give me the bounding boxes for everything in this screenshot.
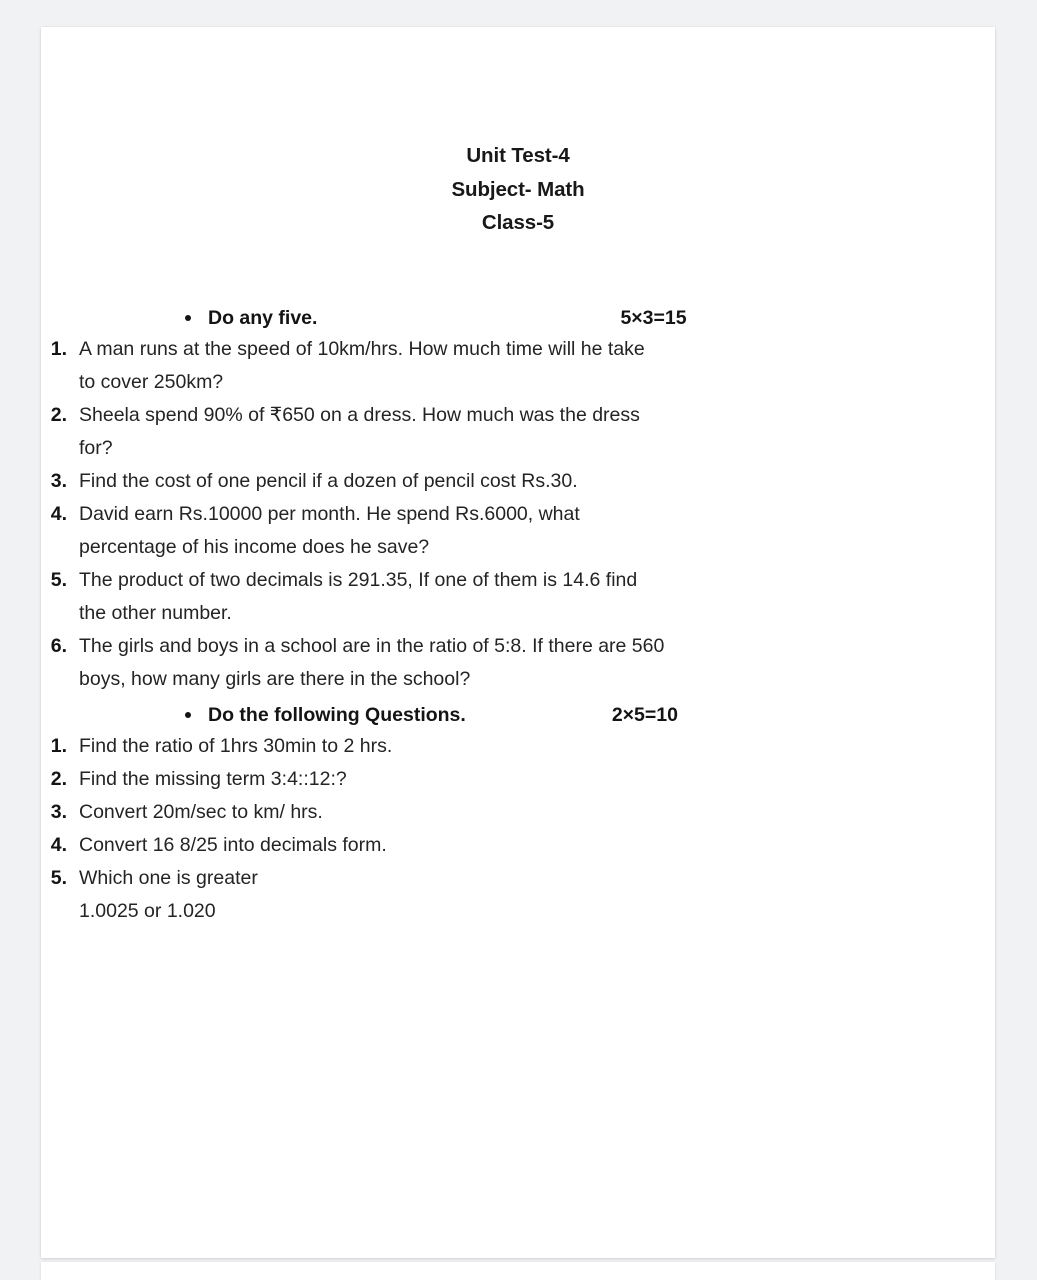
question-item	[41, 862, 641, 928]
question-item	[41, 796, 641, 829]
page-content	[41, 27, 995, 928]
question-number: 4.	[50, 833, 67, 856]
section-title: Do the following Questions.	[208, 703, 466, 726]
question-text: Sheela spend 90% of ₹650 on a dress. How much was the dress for?	[79, 403, 640, 459]
heading-line-class: Class-5	[481, 211, 555, 234]
question-text: The product of two decimals is 291.35, If one of them is 14.6 find the other number.	[79, 568, 638, 624]
question-number: 5.	[50, 568, 67, 591]
section-header	[41, 700, 995, 730]
question-number: 1.	[50, 337, 67, 360]
question-item	[41, 465, 666, 498]
document-page-2	[41, 1262, 995, 1280]
heading-line-test-name: Unit Test-4	[466, 144, 570, 167]
question-list-section-1	[41, 333, 666, 696]
question-text: Find the missing term 3:4::12:?	[79, 767, 347, 790]
question-list-section-2	[41, 730, 641, 928]
bullet-icon	[185, 315, 191, 321]
question-number: 5.	[50, 866, 67, 889]
question-text: Which one is greater	[79, 866, 258, 889]
question-number: 1.	[50, 734, 67, 757]
section-marks: 5×3=15	[620, 306, 687, 329]
section-do-any-five	[41, 303, 995, 696]
question-item	[41, 399, 666, 465]
question-item	[41, 763, 641, 796]
question-text-continuation: 1.0025 or 1.020	[79, 899, 216, 922]
question-text: Find the ratio of 1hrs 30min to 2 hrs.	[79, 734, 393, 757]
document-page-1	[41, 27, 995, 1258]
question-item	[41, 564, 666, 630]
section-marks: 2×5=10	[611, 703, 678, 726]
section-title: Do any five.	[208, 306, 318, 329]
question-text: Convert 16 8/25 into decimals form.	[79, 833, 387, 856]
question-number: 6.	[50, 634, 67, 657]
question-number: 2.	[50, 403, 67, 426]
question-item	[41, 630, 666, 696]
question-text: The girls and boys in a school are in the ratio of 5:8. If there are 560 boys, how many girls are there in the school?	[79, 634, 665, 690]
section-do-the-following-questions	[41, 700, 995, 928]
question-text: Find the cost of one pencil if a dozen of pencil cost Rs.30.	[79, 469, 578, 492]
document-heading	[41, 139, 995, 240]
question-text: A man runs at the speed of 10km/hrs. How much time will he take to cover 250km?	[79, 337, 645, 393]
question-text: Convert 20m/sec to km/ hrs.	[79, 800, 323, 823]
section-header	[41, 303, 995, 333]
heading-line-subject: Subject- Math	[451, 177, 585, 201]
question-number: 3.	[50, 469, 67, 492]
question-text: David earn Rs.10000 per month. He spend Rs.6000, what percentage of his income does he save?	[79, 502, 580, 558]
question-number: 4.	[50, 502, 67, 525]
bullet-icon	[185, 712, 191, 718]
question-item	[41, 333, 666, 399]
question-number: 3.	[50, 800, 67, 823]
question-item	[41, 730, 641, 763]
question-number: 2.	[50, 767, 67, 790]
question-item	[41, 498, 666, 564]
question-item	[41, 829, 641, 862]
